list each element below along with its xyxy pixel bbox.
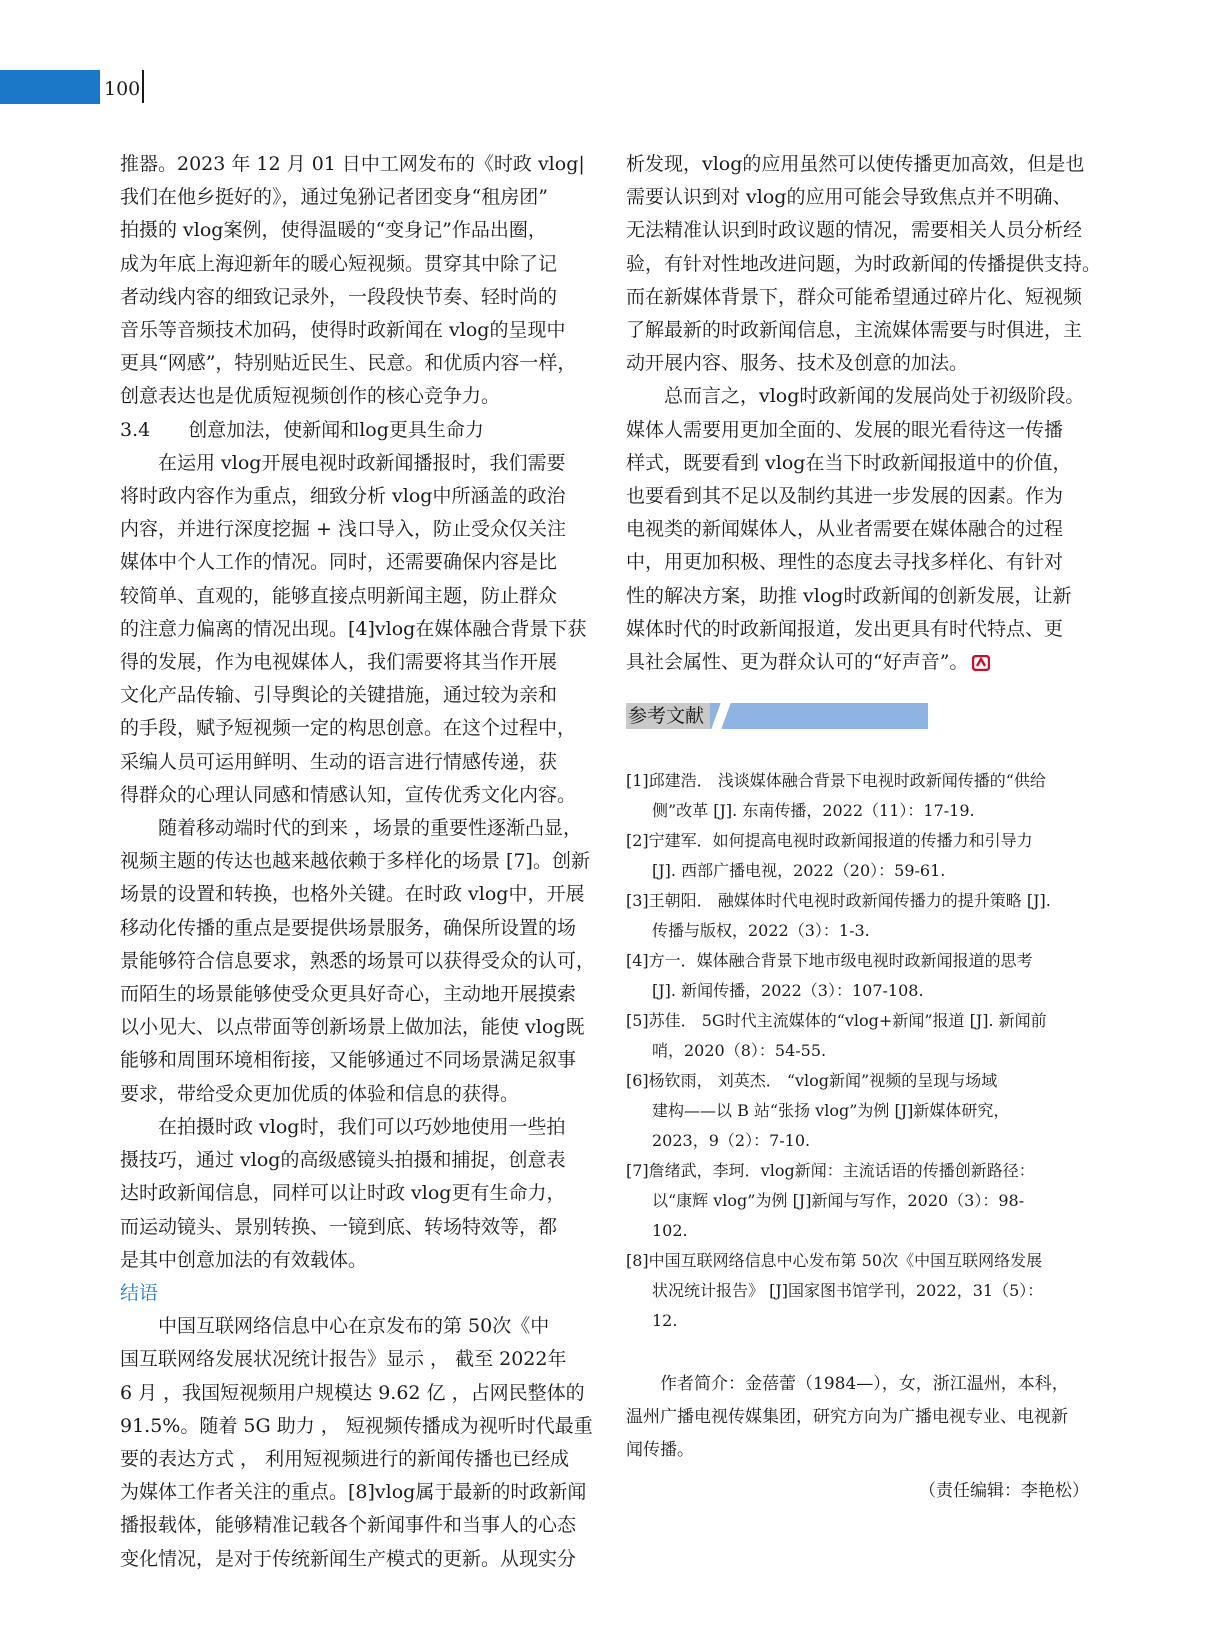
author-bio (626, 1368, 1096, 1467)
text-line: 我们在他乡挺好的》，通过兔狲记者团变身“租房团” (120, 186, 548, 209)
text-line: 创意表达也是优质短视频创作的核心竞争力。 (120, 385, 501, 408)
text-line: 无法精准认识到时政议题的情况，需要相关人员分析经 (626, 219, 1083, 242)
text-line: 者动线内容的细致记录外，一段段快节奏、轻时尚的 (120, 285, 558, 308)
text-line: 电视类的新闻媒体人，从业者需要在媒体融合的过程 (626, 518, 1064, 541)
text-line: 随着移动端时代的到来 ，场景的重要性逐渐凸显， (120, 817, 583, 840)
paragraph-7 (626, 380, 1101, 679)
right-column (626, 148, 1101, 679)
author-bio-line: 闻传播。 (626, 1440, 694, 1460)
text-line: 在拍摄时政 vlog时，我们可以巧妙地使用一些拍 (120, 1115, 566, 1138)
reference-line: [4]方一．媒体融合背景下地市级电视时政新闻报道的思考 (626, 951, 1033, 970)
text-line: 了解最新的时政新闻信息，主流媒体需要与时俱进，主 (626, 319, 1083, 342)
text-line: 视频主题的传达也越来越依赖于多样化的场景 [7]。创新 (120, 850, 590, 873)
text-line: 中，用更加积极、理性的态度去寻找多样化、有针对 (626, 551, 1064, 574)
text-line: 为媒体工作者关注的重点。[8]vlog属于最新的时政新闻 (120, 1481, 587, 1504)
reference-line: 状况统计报告》 [J]国家图书馆学刊，2022，31（5）： (652, 1281, 1044, 1300)
text-line: 6 月 ，我国短视频用户规模达 9.62 亿 ，占网民整体的 (120, 1381, 585, 1404)
text-line: 而陌生的场景能够使受众更具好奇心，主动地开展摸索 (120, 983, 577, 1006)
reference-item (626, 1006, 1096, 1066)
text-line: 更具“网感”，特别贴近民生、民意。和优质内容一样， (120, 352, 577, 375)
text-line: 中国互联网络信息中心在京发布的第 50次《中 (120, 1315, 550, 1338)
text-line: 也要看到其不足以及制约其进一步发展的因素。作为 (626, 485, 1064, 508)
reference-line: [3]王朝阳． 融媒体时代电视时政新闻传播力的提升策略 [J]. (626, 891, 1051, 910)
text-line: 采编人员可运用鲜明、生动的语言进行情感传递，获 (120, 750, 558, 773)
text-line: 要的表达方式 ， 利用短视频进行的新闻传播也已经成 (120, 1447, 570, 1470)
conclusion-heading: 结语 (120, 1281, 159, 1304)
header-rule (142, 70, 144, 103)
end-mark-icon (972, 655, 990, 671)
reference-line: [1]邱建浩． 浅谈媒体融合背景下电视时政新闻传播的“供给 (626, 771, 1046, 790)
text-line: 能够和周围环境相衔接，又能够通过不同场景满足叙事 (120, 1049, 577, 1072)
text-line: 在运用 vlog开展电视时政新闻播报时，我们需要 (120, 451, 566, 474)
text-line: 样式，既要看到 vlog在当下时政新闻报道中的价值， (626, 451, 1072, 474)
reference-item (626, 886, 1096, 946)
reference-line: [7]詹绪武，李珂．vlog新闻：主流话语的传播创新路径： (626, 1161, 1035, 1180)
text-line: 变化情况，是对于传统新闻生产模式的更新。从现实分 (120, 1547, 577, 1570)
reference-item (626, 826, 1096, 886)
author-bio-line: 作者简介：金蓓蕾（1984—），女，浙江温州，本科， (660, 1374, 1069, 1394)
text-line: 媒体时代的时政新闻报道，发出更具有时代特点、更 (626, 617, 1064, 640)
heading-slash-divider (711, 703, 730, 729)
reference-item (626, 1246, 1096, 1336)
text-line: 需要认识到对 vlog的应用可能会导致焦点并不明确、 (626, 186, 1072, 209)
text-line: 而运动镜头、景别转换、一镜到底、转场特效等，都 (120, 1215, 558, 1238)
reference-line: [6]杨钦雨， 刘英杰． “vlog新闻”视频的呈现与场域 (626, 1071, 998, 1090)
text-line: 推器。2023 年 12 月 01 日中工网发布的《时政 vlog| (120, 153, 585, 175)
text-line: 媒体人需要用更加全面的、发展的眼光看待这一传播 (626, 418, 1064, 441)
text-line: 拍摄的 vlog案例，使得温暖的“变身记”作品出圈， (120, 219, 547, 242)
text-line: 得群众的心理认同感和情感认知，宣传优秀文化内容。 (120, 783, 577, 806)
paragraph-1 (120, 148, 590, 414)
author-bio-line: 温州广播电视传媒集团，研究方向为广播电视专业、电视新 (626, 1407, 1068, 1427)
text-line: 而在新媒体背景下，群众可能希望通过碎片化、短视频 (626, 285, 1083, 308)
paragraph-3 (120, 812, 596, 1111)
reference-item (626, 766, 1096, 826)
text-line: 景能够符合信息要求，熟悉的场景可以获得受众的认可， (120, 949, 596, 972)
page-number: 100 (104, 78, 141, 100)
text-line: 性的解决方案，助推 vlog时政新闻的创新发展，让新 (626, 584, 1072, 607)
reference-item (626, 946, 1096, 1006)
text-line: 动开展内容、服务、技术及创意的加法。 (626, 352, 969, 375)
reference-line: 102. (652, 1221, 688, 1240)
paragraph-2 (120, 447, 590, 812)
text-line: 达时政新闻信息，同样可以让时政 vlog更有生命力， (120, 1182, 566, 1205)
paragraph-6 (626, 148, 1101, 380)
text-line: 播报载体，能够精准记载各个新闻事件和当事人的心态 (120, 1514, 577, 1537)
paragraph-4 (120, 1111, 590, 1277)
reference-item (626, 1066, 1096, 1156)
text-line: 摄技巧，通过 vlog的高级感镜头拍摄和捕捉，创意表 (120, 1149, 566, 1172)
reference-line: 2023，9（2）：7-10. (652, 1131, 811, 1150)
references-list (626, 766, 1096, 1336)
text-line: 的手段，赋予短视频一定的构思创意。在这个过程中， (120, 717, 577, 740)
paragraph-5 (120, 1310, 593, 1576)
text-line: 音乐等音频技术加码，使得时政新闻在 vlog的呈现中 (120, 319, 566, 342)
text-line: 成为年底上海迎新年的暖心短视频。贯穿其中除了记 (120, 252, 558, 275)
reference-line: 哨，2020（8）：54-55. (652, 1041, 827, 1060)
text-line: 要求，带给受众更加优质的体验和信息的获得。 (120, 1082, 520, 1105)
responsible-editor: （责任编辑：李艳松） (919, 1481, 1089, 1501)
reference-line: [J]. 新闻传播，2022（3）：107-108. (652, 981, 924, 1000)
text-line: 是其中创意加法的有效载体。 (120, 1248, 368, 1271)
text-line: 国互联网络发展状况统计报告》显示 ， 截至 2022年 (120, 1348, 567, 1371)
text-line: 总而言之，vlog时政新闻的发展尚处于初级阶段。 (626, 385, 1085, 408)
text-line: 将时政内容作为重点，细致分析 vlog中所涵盖的政治 (120, 485, 566, 508)
text-line: 媒体中个人工作的情况。同时，还需要确保内容是比 (120, 551, 558, 574)
reference-line: [5]苏佳． 5G时代主流媒体的“vlog+新闻”报道 [J]. 新闻前 (626, 1011, 1047, 1030)
references-heading: 参考文献 (626, 703, 710, 729)
text-line: 较简单、直观的，能够直接点明新闻主题，防止群众 (120, 584, 558, 607)
reference-line: 12. (652, 1311, 678, 1330)
left-column (120, 148, 596, 1576)
text-line: 得的发展，作为电视媒体人，我们需要将其当作开展 (120, 651, 558, 674)
closing-line-text: 具社会属性、更为群众认可的“好声音”。 (626, 651, 969, 674)
reference-item (626, 1156, 1096, 1246)
reference-line: [2]宁建军．如何提高电视时政新闻报道的传播力和引导力 (626, 831, 1033, 850)
text-line: 文化产品传输、引导舆论的关键措施，通过较为亲和 (120, 684, 558, 707)
reference-line: 建构——以 B 站“张扬 vlog”为例 [J]新媒体研究， (652, 1101, 1010, 1120)
header-color-bar (0, 70, 100, 104)
text-line: 以小见大、以点带面等创新场景上做加法，能使 vlog既 (120, 1016, 585, 1039)
reference-line: 侧”改革 [J]. 东南传播，2022（11）：17-19. (652, 801, 975, 820)
text-line: 内容，并进行深度挖掘 + 浅口导入，防止受众仅关注 (120, 518, 567, 541)
text-line: 的注意力偏离的情况出现。[4]vlog在媒体融合背景下获 (120, 617, 587, 640)
text-line: 析发现，vlog的应用虽然可以使传播更加高效，但是也 (626, 153, 1085, 175)
text-line (626, 646, 1101, 679)
text-line: 验，有针对性地改进问题，为时政新闻的传播提供支持。 (626, 252, 1102, 275)
text-line: 91.5%。随着 5G 助力 ， 短视频传播成为视听时代最重 (120, 1414, 593, 1437)
reference-line: 传播与版权，2022（3）：1-3. (652, 921, 870, 940)
reference-line: 以“康辉 vlog”为例 [J]新闻与写作，2020（3）：98- (652, 1191, 1025, 1210)
text-line: 场景的设置和转换，也格外关键。在时政 vlog中，开展 (120, 883, 585, 906)
references-heading-bar (626, 703, 928, 729)
section-heading-3-4: 3.4 创意加法，使新闻和log更具生命力 (120, 418, 484, 441)
reference-line: [J]. 西部广播电视，2022（20）：59-61. (652, 861, 946, 880)
reference-line: [8]中国互联网络信息中心发布第 50次《中国互联网络发展 (626, 1251, 1043, 1270)
text-line: 移动化传播的重点是要提供场景服务，确保所设置的场 (120, 916, 577, 939)
